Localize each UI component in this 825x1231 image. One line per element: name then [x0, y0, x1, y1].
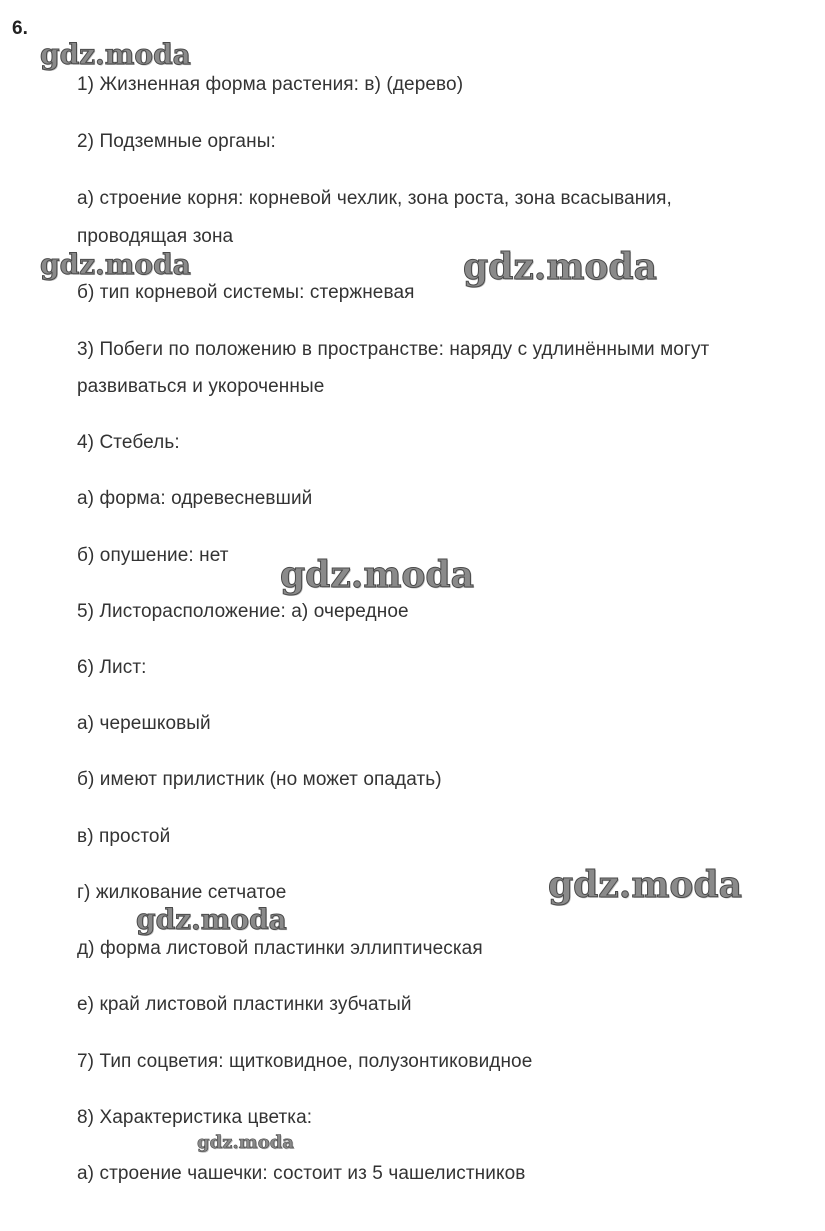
- answer-line-7: развиваться и укороченные: [77, 376, 325, 397]
- answer-line-15: в) простой: [77, 826, 171, 847]
- watermark-logo: gdz.moda: [40, 38, 191, 71]
- answer-line-12: 6) Лист:: [77, 657, 147, 678]
- answer-line-5: б) тип корневой системы: стержневая: [77, 282, 415, 303]
- answer-line-1: 1) Жизненная форма растения: в) (дерево): [77, 74, 464, 95]
- answer-line-18: е) край листовой пластинки зубчатый: [77, 994, 412, 1015]
- watermark-logo: gdz.moda: [136, 903, 287, 936]
- task-number: 6.: [12, 18, 28, 39]
- answer-line-8: 4) Стебель:: [77, 432, 180, 453]
- answer-line-13: а) черешковый: [77, 713, 211, 734]
- answer-line-20: 8) Характеристика цветка:: [77, 1107, 313, 1128]
- answer-line-16: г) жилкование сетчатое: [77, 882, 287, 903]
- answer-line-10: б) опушение: нет: [77, 545, 229, 566]
- answer-line-4: проводящая зона: [77, 226, 234, 247]
- answer-line-21: а) строение чашечки: состоит из 5 чашелистников: [77, 1163, 526, 1184]
- answer-line-6: 3) Побеги по положению в пространстве: наряду с удлинёнными могут: [77, 339, 710, 360]
- answer-line-11: 5) Листорасположение: а) очередное: [77, 601, 409, 622]
- watermark-logo: gdz.moda: [280, 554, 474, 596]
- answer-line-9: а) форма: одревесневший: [77, 488, 313, 509]
- watermark-logo: gdz.moda: [548, 864, 742, 906]
- watermark-logo: gdz.moda: [40, 248, 191, 281]
- answer-line-17: д) форма листовой пластинки эллиптическая: [77, 938, 483, 959]
- answer-line-14: б) имеют прилистник (но может опадать): [77, 769, 442, 790]
- answer-line-19: 7) Тип соцветия: щитковидное, полузонтиковидное: [77, 1051, 533, 1072]
- answer-line-2: 2) Подземные органы:: [77, 131, 276, 152]
- watermark-logo: gdz.moda: [197, 1132, 294, 1153]
- watermark-logo: gdz.moda: [463, 246, 657, 288]
- answer-line-3: а) строение корня: корневой чехлик, зона роста, зона всасывания,: [77, 188, 672, 209]
